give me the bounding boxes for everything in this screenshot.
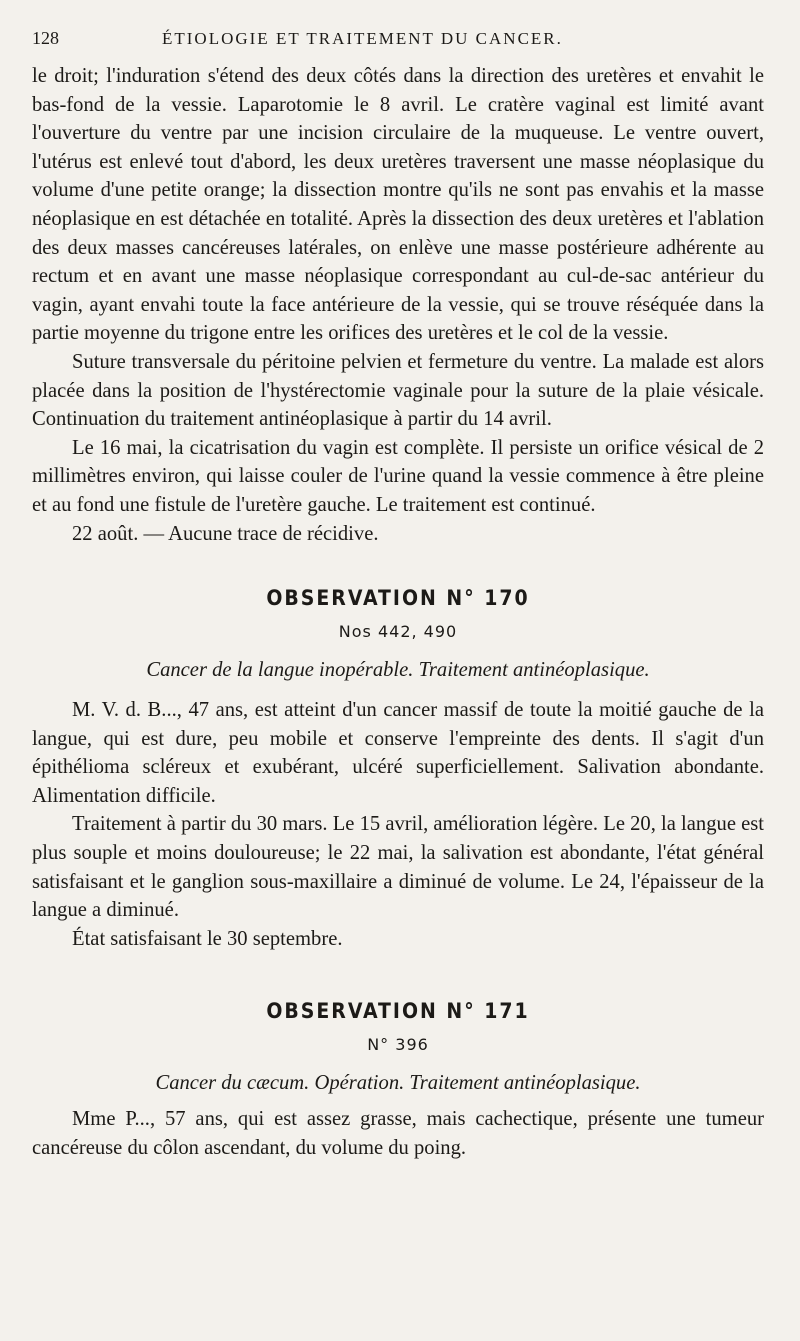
- paragraph: Le 16 mai, la cicatrisation du vagin est complète. Il persiste un orifice vésical de 2 millimètres environ, qui laisse couler de l'urine quand la vessie commence à être pleine et au fond une fistule de l'uretère gauche. Le traitement est continué.: [32, 436, 764, 516]
- paragraph: Suture transversale du péritoine pelvien et fermeture du ventre. La malade est alors placée dans la position de l'hystérectomie vaginale pour la suture de la plaie vésicale. Continuation du traitement antinéoplasique à partir du 14 avril.: [32, 350, 764, 431]
- running-title: ÉTIOLOGIE ET TRAITEMENT DU CANCER.: [162, 29, 563, 48]
- observation-title: OBSERVATION N° 171: [266, 999, 530, 1024]
- page-number: 128: [32, 28, 59, 48]
- paragraph: État satisfaisant le 30 septembre.: [72, 927, 343, 950]
- observation-numbers: Nos 442, 490: [338, 622, 458, 642]
- continuation-text: [32, 62, 764, 548]
- observation-title: OBSERVATION N° 170: [266, 586, 530, 611]
- paragraph: M. V. d. B..., 47 ans, est atteint d'un cancer massif de toute la moitié gauche de la langue, qui est dure, peu mobile et conserve l'empreinte des dents. Il s'agit d'un épithélioma scléreux et exubérant, ulcéré superficiellement. Salivation abondante. Alimentation difficile.: [32, 699, 764, 807]
- observation-numbers: N° 396: [367, 1035, 429, 1055]
- observation-170: [32, 586, 764, 953]
- observation-subtitle: Cancer de la langue inopérable. Traitement antinéoplasique.: [146, 659, 650, 682]
- running-head: [32, 28, 764, 62]
- paragraph: Traitement à partir du 30 mars. Le 15 avril, amélioration légère. Le 20, la langue est plus souple et moins douloureuse; le 22 mai, la salivation est abondante, l'état général satisfaisant et le ganglion sous-maxillaire a diminué de volume. Le 24, l'épaisseur de la langue a diminué.: [32, 813, 764, 922]
- observation-subtitle: Cancer du cæcum. Opération. Traitement antinéoplasique.: [155, 1072, 641, 1095]
- paragraph: 22 août. — Aucune trace de récidive.: [72, 522, 379, 545]
- paragraph: Mme P..., 57 ans, qui est assez grasse, mais cachectique, présente une tumeur cancéreuse du côlon ascendant, du volume du poing.: [32, 1108, 764, 1160]
- paragraph: le droit; l'induration s'étend des deux côtés dans la direction des uretères et envahit le bas-fond de la vessie. Laparotomie le 8 avril. Le cratère vaginal est limité avant l'ouverture du ventre par une incision circulaire de la muqueuse. Le ventre ouvert, l'utérus est enlevé tout d'abord, les deux uretères traversent une masse néoplasique du volume d'une petite orange; la dissection montre qu'ils ne sont pas envahis et la masse néoplasique en est détachée en totalité. Après la dissection des deux uretères et l'ablation des deux masses cancéreuses latérales, on enlève une masse postérieure adhérente au rectum et en avant une masse néoplasique correspondant au cul-de-sac antérieur du vagin, ayant envahi toute la face antérieure de la vessie, qui se trouve réséquée dans la partie moyenne du trigone entre les orifices des uretères et le col de la vessie.: [32, 65, 764, 345]
- observation-171: [32, 999, 764, 1162]
